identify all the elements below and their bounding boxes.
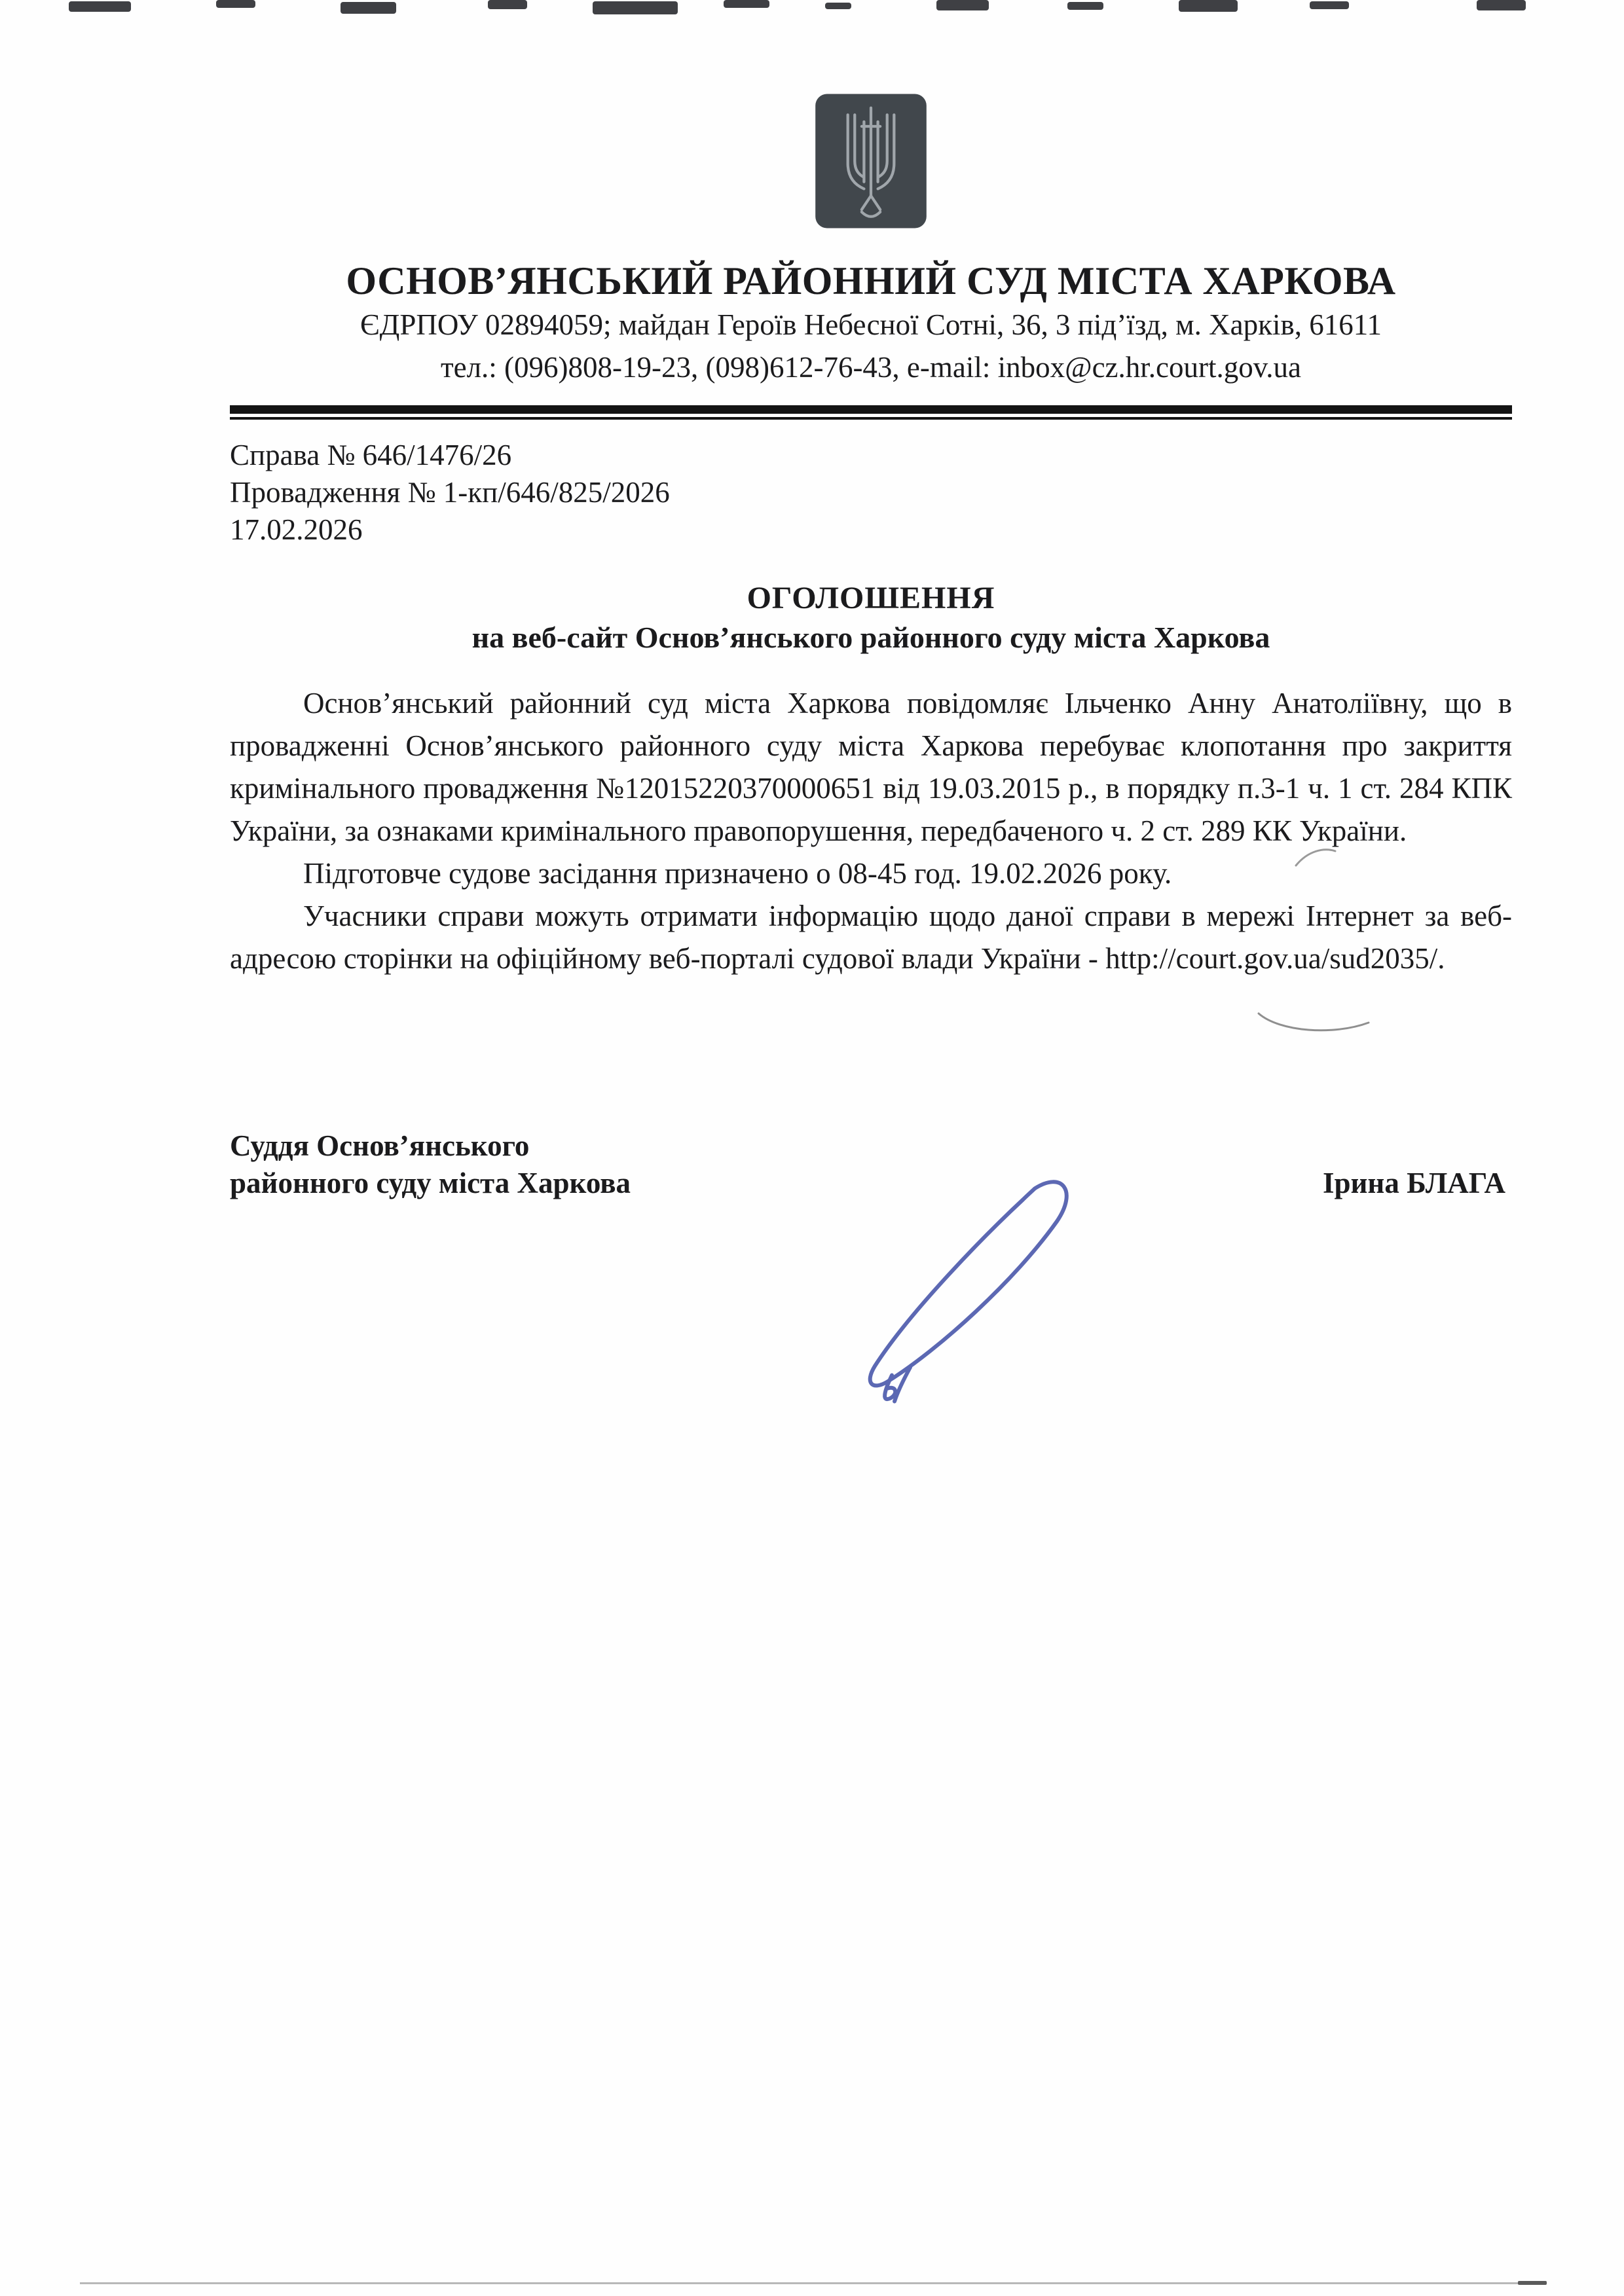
pen-mark: [1256, 1008, 1374, 1038]
judge-title-line: районного суду міста Харкова: [230, 1166, 631, 1199]
body-paragraph: Учасники справи можуть отримати інформацію щодо даної справи в мережі Інтернет за веб-адресою сторінки на офіційному веб-порталі судової влади України - http://court.gov.ua/sud2035/.: [230, 899, 1512, 975]
body-paragraph: Підготовче судове засідання призначено о 08-45 год. 19.02.2026 року.: [303, 856, 1172, 890]
court-contacts: тел.: (096)808-19-23, (098)612-76-43, e-mail: inbox@cz.hr.court.gov.ua: [440, 351, 1302, 384]
document-date: 17.02.2026: [230, 513, 363, 546]
scan-artifact: [80, 2282, 1547, 2284]
title-heading: ОГОЛОШЕННЯ: [747, 580, 995, 615]
judge-handwritten-signature: [819, 1171, 1107, 1406]
document-title: [230, 580, 1512, 655]
body-paragraph: Основ’янський районний суд міста Харкова повідомляє Ільченко Анну Анатоліївну, що в провадженні Основ’янського районного суду міста Харкова перебуває клопотання про закриття кримінального провадження №12015220370000651 від 19.03.2015 р., в порядку п.3-1 ч. 1 ст. 284 КПК України, за ознаками кримінального правопорушення, передбаченого ч. 2 ст. 289 КК України.: [230, 686, 1512, 847]
letterhead-divider: [230, 405, 1512, 420]
judge-title-line: Суддя Основ’янського: [230, 1129, 530, 1162]
document-body: [230, 682, 1512, 980]
letterhead: [230, 0, 1512, 420]
pen-mark: [1293, 845, 1339, 871]
judge-title: [230, 1127, 631, 1202]
scan-artifact: [1518, 2281, 1547, 2285]
judge-name: Ірина БЛАГА: [1322, 1166, 1505, 1199]
title-subheading: на веб-сайт Основ’янського районного суду міста Харкова: [471, 620, 1270, 654]
proceeding-number: Провадження № 1-кп/646/825/2026: [230, 475, 670, 509]
case-number: Справа № 646/1476/26: [230, 438, 512, 471]
court-address: ЄДРПОУ 02894059; майдан Героїв Небесної Сотні, 36, 3 під’їзд, м. Харків, 61611: [360, 308, 1382, 341]
case-info: [230, 437, 1512, 549]
court-name: ОСНОВ’ЯНСЬКИЙ РАЙОННИЙ СУД МІСТА ХАРКОВА: [346, 259, 1396, 302]
trident-emblem-icon: [813, 92, 929, 230]
